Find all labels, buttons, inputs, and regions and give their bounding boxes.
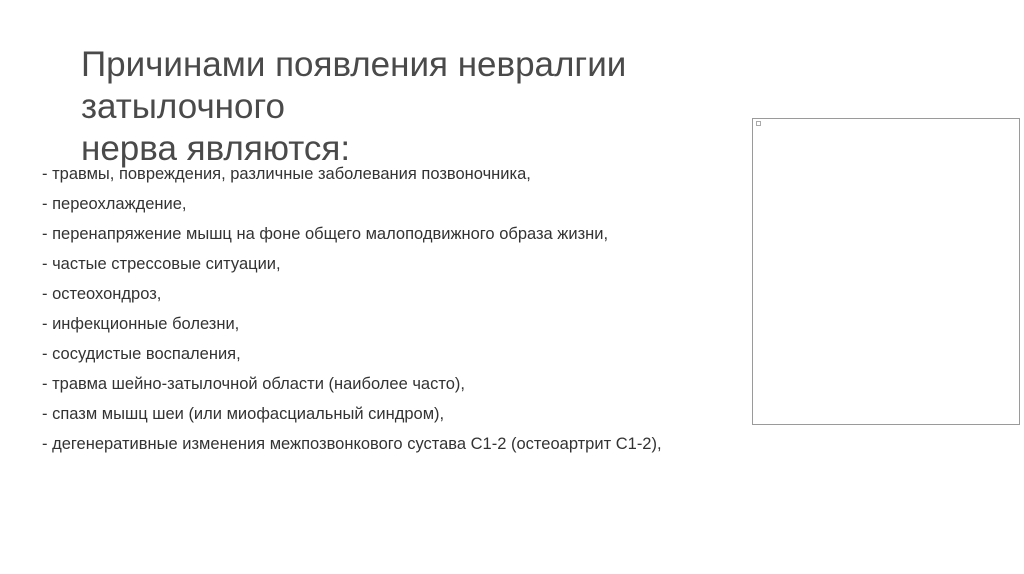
list-item: - переохлаждение, xyxy=(42,195,187,213)
list-item: - инфекционные болезни, xyxy=(42,315,240,333)
list-item: - перенапряжение мышц на фоне общего малоподвижного образа жизни, xyxy=(42,225,609,243)
list-item: - остеохондроз, xyxy=(42,285,162,303)
title-line-1: Причинами появления невралгии затылочного xyxy=(81,45,627,126)
title-line-2: нерва являются: xyxy=(81,129,351,168)
list-item: - спазм мышц шеи (или миофасциальный синдром), xyxy=(42,405,445,423)
list-item: - дегенеративные изменения межпозвонкового сустава С1-2 (остеоартрит С1-2), xyxy=(42,435,662,453)
image-placeholder xyxy=(752,118,1020,425)
list-item: - сосудистые воспаления, xyxy=(42,345,241,363)
list-item: - частые стрессовые ситуации, xyxy=(42,255,281,273)
list-item: - травмы, повреждения, различные заболевания позвоночника, xyxy=(42,165,531,183)
list-item: - травма шейно-затылочной области (наиболее часто), xyxy=(42,375,465,393)
causes-list xyxy=(42,164,682,464)
broken-image-icon xyxy=(756,121,761,126)
slide-title xyxy=(81,44,801,170)
